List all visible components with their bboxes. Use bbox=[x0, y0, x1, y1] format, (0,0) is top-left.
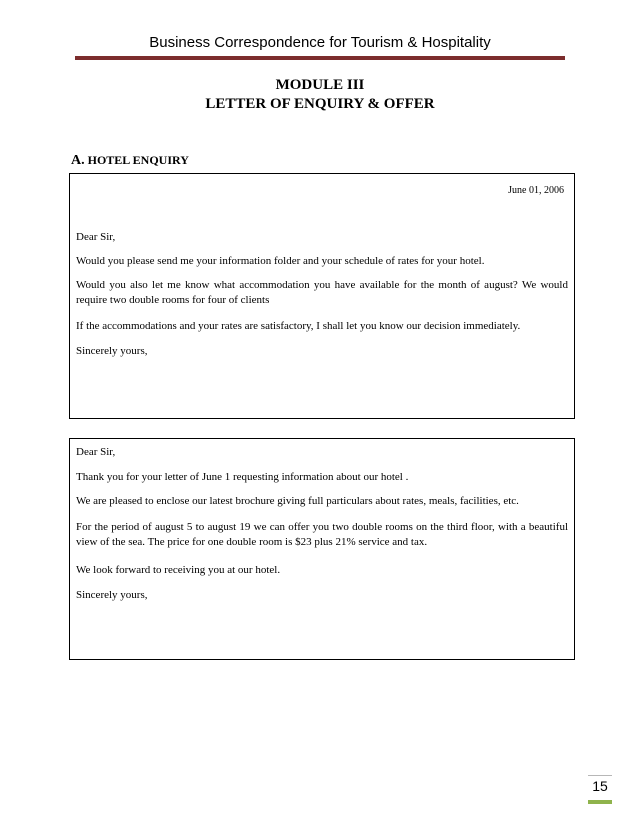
running-header: Business Correspondence for Tourism & Hospitality bbox=[149, 34, 491, 51]
paragraph: We look forward to receiving you at our hotel. bbox=[76, 564, 281, 576]
section-title: HOTEL ENQUIRY bbox=[87, 153, 189, 167]
salutation: Dear Sir, bbox=[76, 446, 116, 458]
module-subtitle: LETTER OF ENQUIRY & OFFER bbox=[205, 96, 435, 112]
closing: Sincerely yours, bbox=[76, 345, 148, 357]
offer-letter-box bbox=[69, 438, 575, 660]
paragraph: Thank you for your letter of June 1 requesting information about our hotel . bbox=[76, 471, 409, 483]
page-number: 15 bbox=[592, 778, 608, 794]
closing: Sincerely yours, bbox=[76, 589, 148, 601]
page-number-top-rule bbox=[588, 775, 612, 776]
module-title: MODULE III bbox=[275, 77, 365, 93]
letter-date: June 01, 2006 bbox=[508, 185, 564, 196]
section-heading bbox=[71, 152, 189, 169]
page-number-accent-bar bbox=[588, 800, 612, 804]
salutation: Dear Sir, bbox=[76, 231, 116, 243]
paragraph: If the accommodations and your rates are satisfactory, I shall let you know our decision immediately. bbox=[76, 320, 521, 332]
header-divider bbox=[75, 56, 565, 60]
paragraph: Would you please send me your information folder and your schedule of rates for your hotel. bbox=[76, 255, 485, 267]
paragraph: For the period of august 5 to august 19 we can offer you two double rooms on the third floor, with a beautiful view of the sea. The price for one double room is $23 plus 21% service and tax. bbox=[76, 521, 568, 548]
section-letter: A. bbox=[71, 153, 85, 168]
paragraph: We are pleased to enclose our latest brochure giving full particulars about rates, meals, facilities, etc. bbox=[76, 495, 519, 507]
paragraph: Would you also let me know what accommodation you have available for the month of august? We would require two double rooms for four of clients bbox=[76, 279, 568, 306]
enquiry-letter-box bbox=[69, 173, 575, 419]
